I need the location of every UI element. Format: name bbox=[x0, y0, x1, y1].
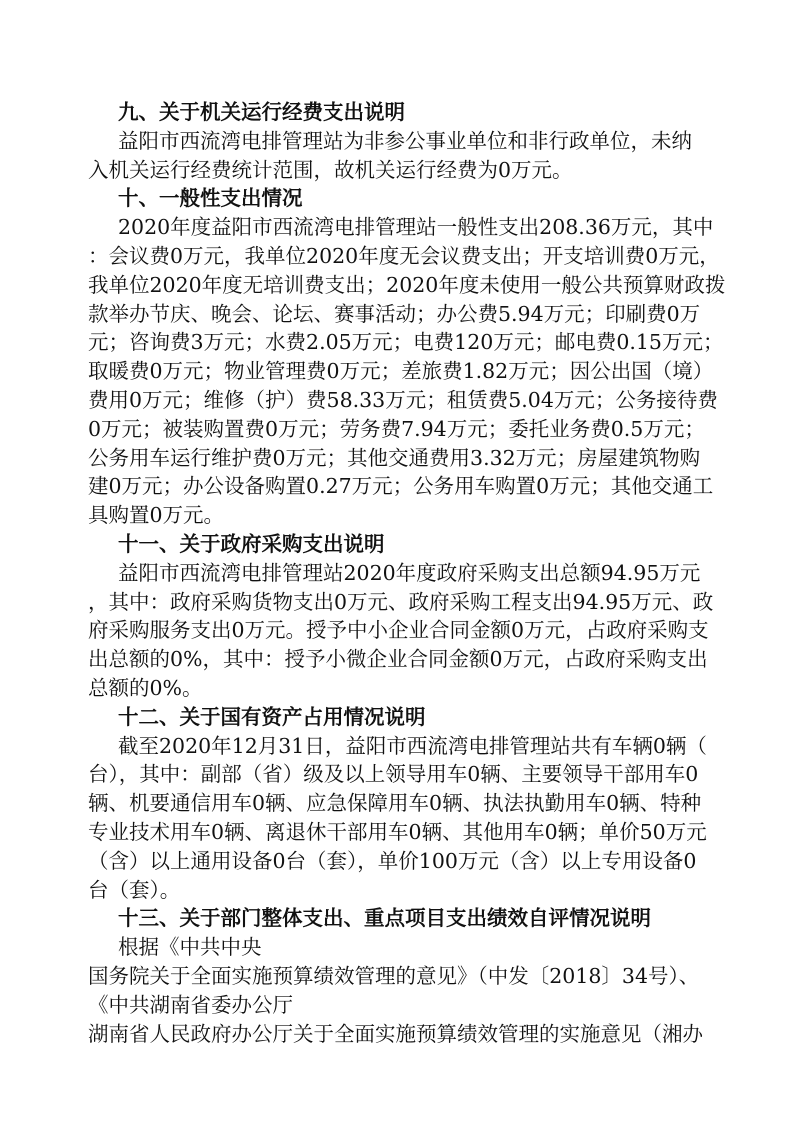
paragraph-line: 府采购服务支出0万元。授予中小企业合同金额0万元，占政府采购支 bbox=[88, 618, 709, 643]
paragraph-line: 台（套）。 bbox=[88, 877, 181, 902]
paragraph-line: 建0万元；办公设备购置0.27万元；公务用车购置0万元；其他交通工 bbox=[88, 474, 714, 499]
section-heading: 十、一般性支出情况 bbox=[118, 186, 303, 211]
paragraph-line: 款举办节庆、晚会、论坛、赛事活动；办公费5.94万元；印刷费0万 bbox=[88, 301, 701, 326]
paragraph-line: 《中共湖南省委办公厅 bbox=[88, 992, 293, 1017]
paragraph-line: 2020年度益阳市西流湾电排管理站一般性支出208.36万元，其中 bbox=[118, 215, 714, 240]
paragraph-line: 具购置0万元。 bbox=[88, 503, 225, 528]
paragraph-line: 我单位2020年度无培训费支出；2020年度未使用一般公共预算财政拨 bbox=[88, 272, 726, 297]
paragraph-line: 国务院关于全面实施预算绩效管理的意见》（中发〔2018〕34号）、 bbox=[88, 963, 700, 988]
paragraph-line: 益阳市西流湾电排管理站为非参公事业单位和非行政单位，未纳 bbox=[118, 128, 692, 153]
paragraph-line: 取暖费0万元；物业管理费0万元；差旅费1.82万元；因公出国（境） bbox=[88, 359, 714, 384]
paragraph-line: 元；咨询费3万元；水费2.05万元；电费120万元；邮电费0.15万元； bbox=[88, 330, 724, 355]
paragraph-line: 根据《中共中央 bbox=[118, 935, 262, 960]
paragraph-line: ：会议费0万元，我单位2020年度无会议费支出；开支培训费0万元， bbox=[88, 243, 720, 268]
paragraph-line: 湖南省人民政府办公厅关于全面实施预算绩效管理的实施意见（湘办 bbox=[88, 1021, 703, 1046]
paragraph-line: 入机关运行经费统计范围，故机关运行经费为0万元。 bbox=[88, 157, 573, 182]
paragraph-line: 益阳市西流湾电排管理站2020年度政府采购支出总额94.95万元 bbox=[118, 560, 701, 585]
paragraph-line: 专业技术用车0辆、离退休干部用车0辆、其他用车0辆；单价50万元 bbox=[88, 819, 707, 844]
paragraph-line: 出总额的0%，其中：授予小微企业合同金额0万元，占政府采购支出 bbox=[88, 647, 708, 672]
paragraph-line: 辆、机要通信用车0辆、应急保障用车0辆、执法执勤用车0辆、特种 bbox=[88, 791, 702, 816]
paragraph-line: （含）以上通用设备0台（套），单价100万元（含）以上专用设备0 bbox=[88, 848, 697, 873]
paragraph-line: 费用0万元；维修（护）费58.33万元；租赁费5.04万元；公务接待费 bbox=[88, 387, 718, 412]
paragraph-line: 公务用车运行维护费0万元；其他交通费用3.32万元；房屋建筑物购 bbox=[88, 445, 701, 470]
section-heading: 十一、关于政府采购支出说明 bbox=[118, 531, 385, 556]
section-heading: 九、关于机关运行经费支出说明 bbox=[118, 100, 405, 124]
paragraph-line: 0万元；被装购置费0万元；劳务费7.94万元；委托业务费0.5万元； bbox=[88, 416, 705, 441]
document-body bbox=[88, 98, 728, 1048]
section bbox=[88, 530, 728, 703]
section bbox=[88, 98, 728, 184]
paragraph-line: 截至2020年12月31日，益阳市西流湾电排管理站共有车辆0辆（ bbox=[118, 733, 707, 758]
paragraph-line: ，其中：政府采购货物支出0万元、政府采购工程支出94.95万元、政 bbox=[88, 589, 714, 614]
section-heading: 十二、关于国有资产占用情况说明 bbox=[118, 704, 426, 729]
section bbox=[88, 184, 728, 530]
section-heading: 十三、关于部门整体支出、重点项目支出绩效自评情况说明 bbox=[118, 906, 651, 931]
paragraph-line: 总额的0%。 bbox=[88, 675, 203, 700]
paragraph-line: 台），其中：副部（省）级及以上领导用车0辆、主要领导干部用车0 bbox=[88, 762, 699, 787]
section bbox=[88, 904, 728, 1048]
section bbox=[88, 703, 728, 905]
